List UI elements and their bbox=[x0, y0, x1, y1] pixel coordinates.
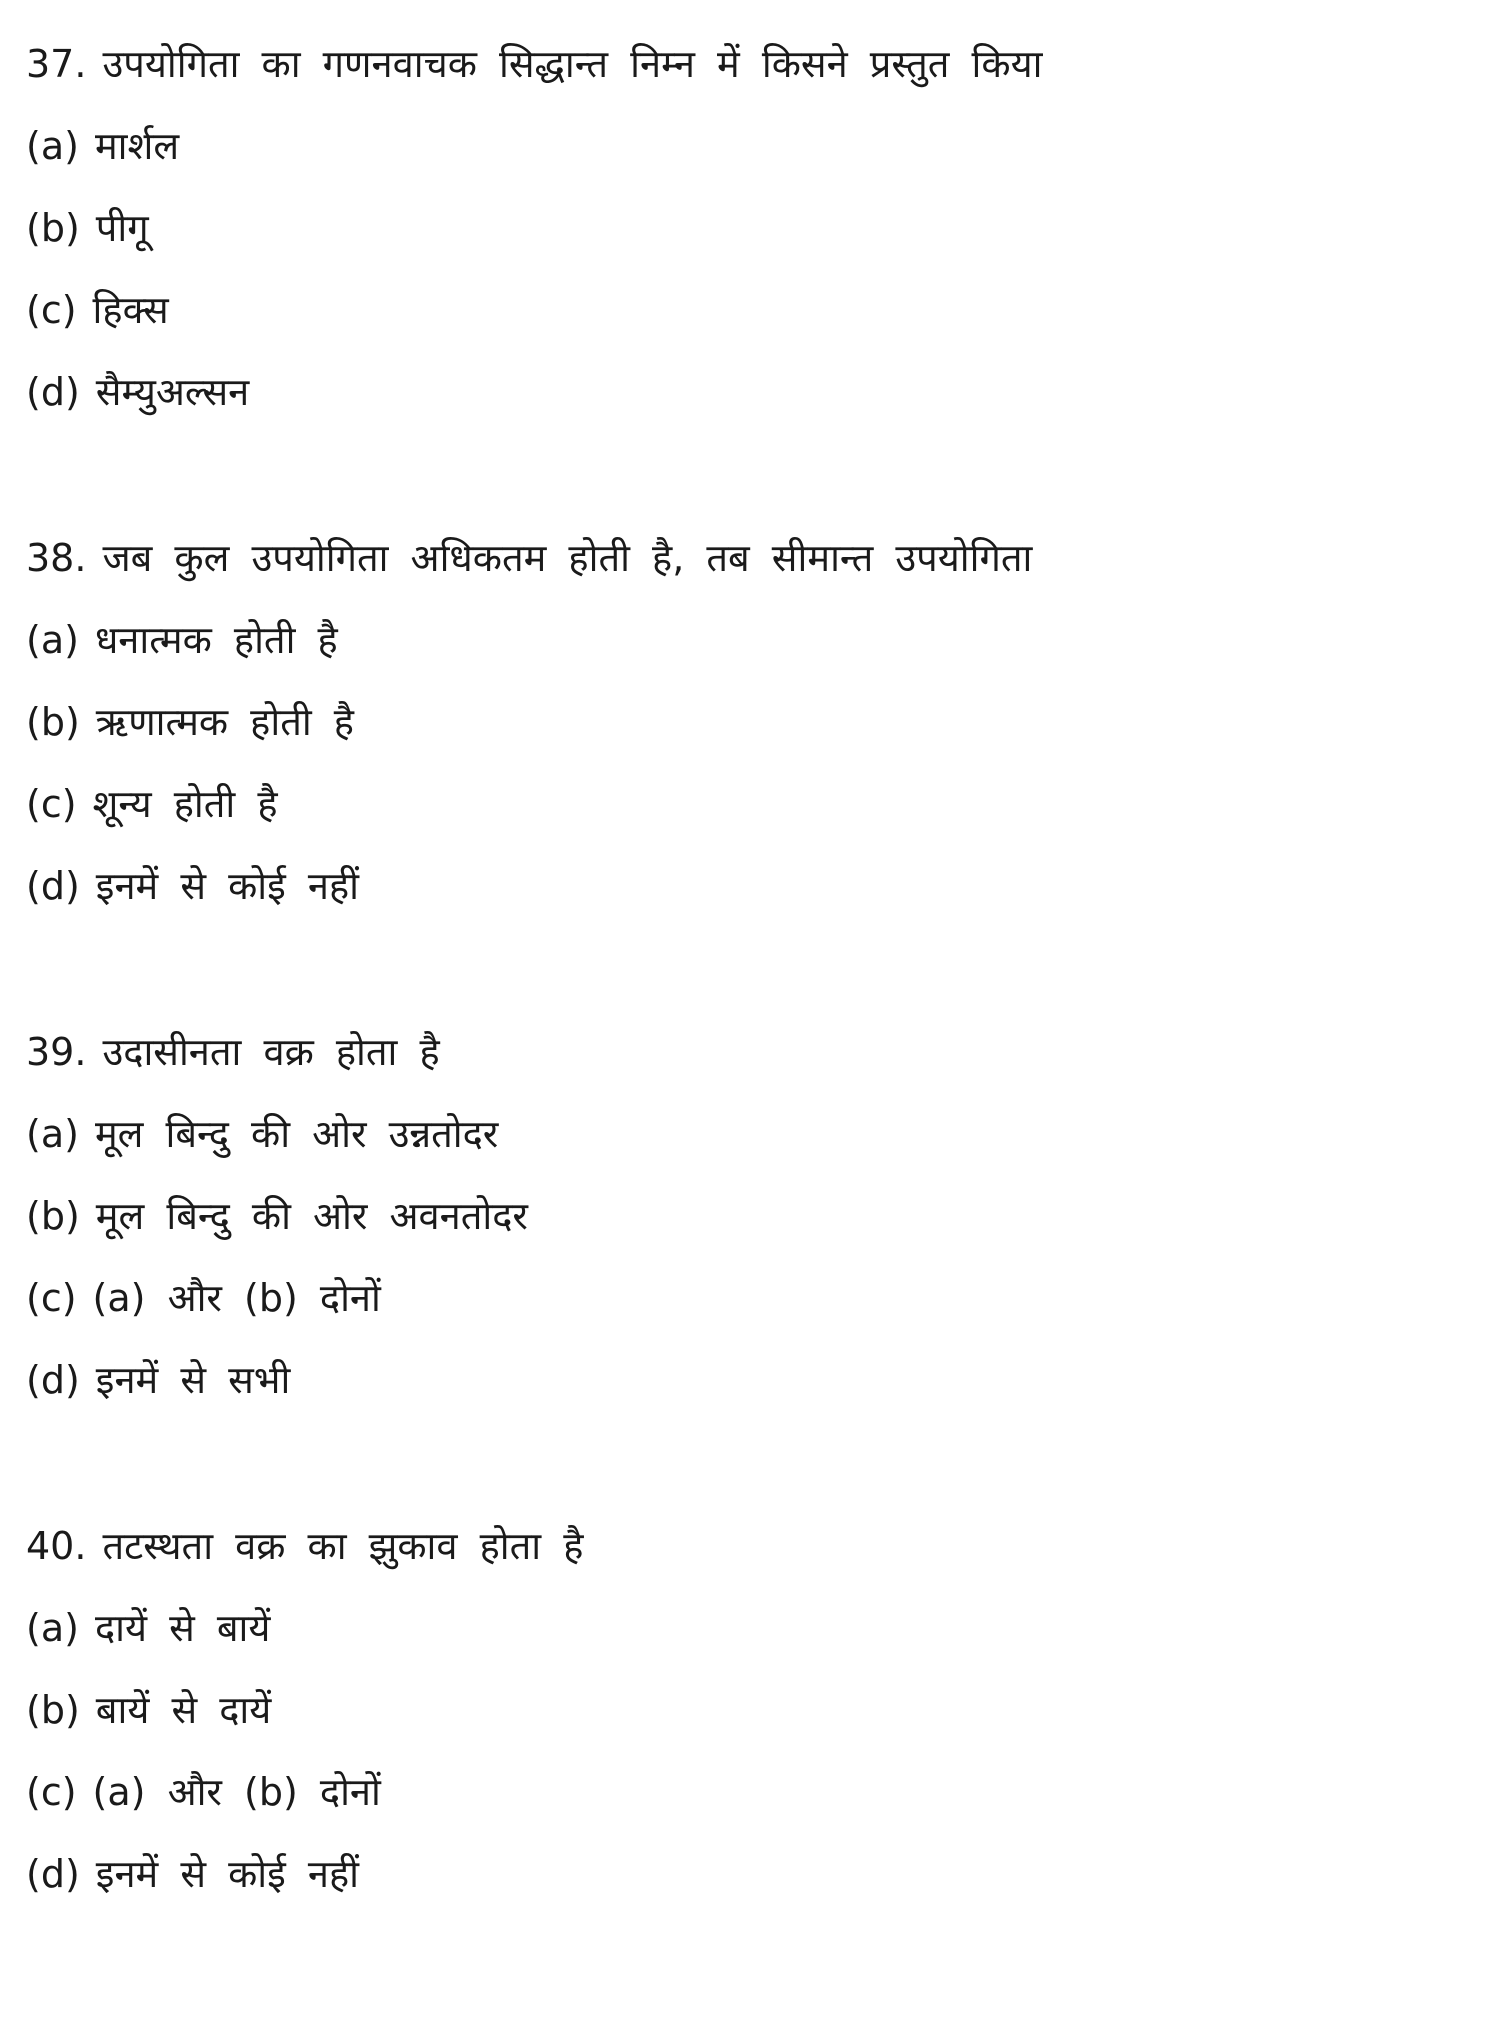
option-label: (b) bbox=[26, 1688, 80, 1732]
option-label: (b) bbox=[26, 1194, 80, 1238]
option-text: पीगू bbox=[95, 206, 149, 250]
option-text: इनमें से सभी bbox=[95, 1358, 291, 1402]
question-stem bbox=[26, 32, 1466, 114]
question-text: तटस्थता वक्र का झुकाव होता है bbox=[102, 1524, 584, 1568]
option-a bbox=[26, 1102, 1466, 1184]
option-a bbox=[26, 608, 1466, 690]
option-label: (a) bbox=[26, 1606, 79, 1650]
option-text: सैम्युअल्सन bbox=[95, 370, 250, 414]
option-b bbox=[26, 1678, 1466, 1760]
question-text: उपयोगिता का गणनवाचक सिद्धान्त निम्न में किसने प्रस्तुत किया bbox=[102, 42, 1043, 86]
option-label: (d) bbox=[26, 864, 80, 908]
option-a bbox=[26, 114, 1466, 196]
option-label: (c) bbox=[26, 1276, 77, 1320]
option-d bbox=[26, 1348, 1466, 1430]
option-label: (c) bbox=[26, 782, 77, 826]
question-38 bbox=[26, 526, 1466, 936]
option-c bbox=[26, 278, 1466, 360]
option-c bbox=[26, 1760, 1466, 1842]
option-text: बायें से दायें bbox=[95, 1688, 272, 1732]
question-39 bbox=[26, 1020, 1466, 1430]
option-label: (c) bbox=[26, 1770, 77, 1814]
option-text: दायें से बायें bbox=[94, 1606, 271, 1650]
option-label: (c) bbox=[26, 288, 77, 332]
option-b bbox=[26, 690, 1466, 772]
option-c bbox=[26, 772, 1466, 854]
option-d bbox=[26, 360, 1466, 442]
option-b bbox=[26, 1184, 1466, 1266]
question-40 bbox=[26, 1514, 1466, 1924]
option-text: (a) और (b) दोनों bbox=[92, 1770, 381, 1814]
option-d bbox=[26, 1842, 1466, 1924]
question-number: 37. bbox=[26, 42, 87, 86]
option-label: (b) bbox=[26, 700, 80, 744]
question-text: उदासीनता वक्र होता है bbox=[102, 1030, 440, 1074]
question-stem bbox=[26, 1514, 1466, 1596]
option-text: मार्शल bbox=[94, 124, 180, 168]
option-text: हिक्स bbox=[92, 288, 169, 332]
option-c bbox=[26, 1266, 1466, 1348]
question-37 bbox=[26, 32, 1466, 442]
option-text: इनमें से कोई नहीं bbox=[95, 864, 359, 908]
option-label: (a) bbox=[26, 618, 79, 662]
question-number: 38. bbox=[26, 536, 87, 580]
option-text: शून्य होती है bbox=[92, 782, 278, 826]
option-d bbox=[26, 854, 1466, 936]
question-stem bbox=[26, 1020, 1466, 1102]
option-text: मूल बिन्दु की ओर उन्नतोदर bbox=[94, 1112, 499, 1156]
option-text: इनमें से कोई नहीं bbox=[95, 1852, 359, 1896]
question-stem bbox=[26, 526, 1466, 608]
option-text: धनात्मक होती है bbox=[94, 618, 338, 662]
option-label: (a) bbox=[26, 1112, 79, 1156]
option-label: (d) bbox=[26, 1852, 80, 1896]
question-text: जब कुल उपयोगिता अधिकतम होती है, तब सीमान्त उपयोगिता bbox=[102, 536, 1033, 580]
option-label: (d) bbox=[26, 1358, 80, 1402]
option-text: मूल बिन्दु की ओर अवनतोदर bbox=[95, 1194, 528, 1238]
option-a bbox=[26, 1596, 1466, 1678]
question-number: 39. bbox=[26, 1030, 87, 1074]
option-text: (a) और (b) दोनों bbox=[92, 1276, 381, 1320]
option-text: ऋणात्मक होती है bbox=[95, 700, 354, 744]
option-b bbox=[26, 196, 1466, 278]
question-number: 40. bbox=[26, 1524, 87, 1568]
option-label: (a) bbox=[26, 124, 79, 168]
option-label: (d) bbox=[26, 370, 80, 414]
option-label: (b) bbox=[26, 206, 80, 250]
